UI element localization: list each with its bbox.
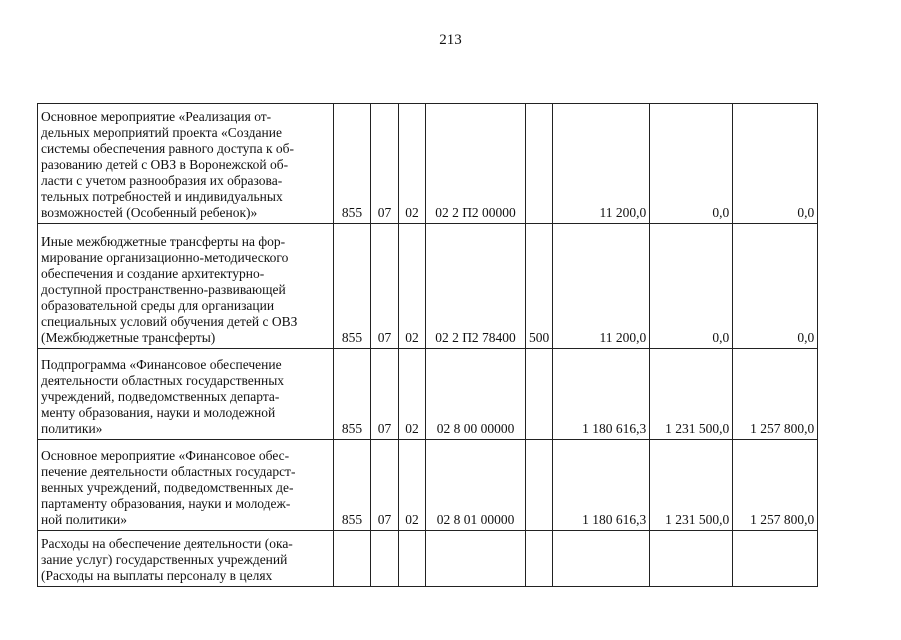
- section-code: 07: [371, 349, 399, 440]
- budget-table: [37, 103, 818, 587]
- sum-year-2: 1 231 500,0: [650, 440, 733, 531]
- expense-type-code: [526, 349, 553, 440]
- name-line: (Расходы на выплаты персоналу в целях: [41, 568, 273, 583]
- ministry-code: 855: [334, 440, 371, 531]
- ministry-code: 855: [334, 104, 371, 224]
- name-line: возможностей (Особенный ребенок)»: [41, 205, 258, 220]
- sum-year-1: 11 200,0: [553, 224, 650, 349]
- page-number: 213: [439, 32, 462, 48]
- sum-year-2: 1 231 500,0: [650, 349, 733, 440]
- name-line: Подпрограмма «Финансовое обеспечение: [41, 357, 282, 372]
- name-line: венных учреждений, подведомственных де-: [41, 480, 294, 495]
- ministry-code: 855: [334, 224, 371, 349]
- name-line: зание услуг) государственных учреждений: [41, 552, 288, 567]
- sum-year-1: [553, 531, 650, 587]
- table-row: [38, 224, 818, 349]
- table-row: [38, 349, 818, 440]
- name-line: Основное мероприятие «Финансовое обес-: [41, 448, 290, 463]
- name-line: Расходы на обеспечение деятельности (ока-: [41, 536, 293, 551]
- name-line: деятельности областных государственных: [41, 373, 285, 388]
- section-code: 07: [371, 224, 399, 349]
- subsection-code: [399, 531, 426, 587]
- expense-type-code: 500: [526, 224, 553, 349]
- table-row: [38, 104, 818, 224]
- name-line: менту образования, науки и молодежной: [41, 405, 276, 420]
- name-line: дельных мероприятий проекта «Создание: [41, 125, 282, 140]
- expense-type-code: [526, 104, 553, 224]
- subsection-code: 02: [399, 349, 426, 440]
- subsection-code: 02: [399, 224, 426, 349]
- name-line: доступной пространственно-развивающей: [41, 282, 286, 297]
- target-code: 02 2 П2 00000: [426, 104, 526, 224]
- section-code: 07: [371, 104, 399, 224]
- target-code: 02 8 00 00000: [426, 349, 526, 440]
- target-code: [426, 531, 526, 587]
- target-code: 02 2 П2 78400: [426, 224, 526, 349]
- ministry-code: [334, 531, 371, 587]
- sum-year-3: 0,0: [733, 104, 818, 224]
- sum-year-2: 0,0: [650, 224, 733, 349]
- row-name-cell: [38, 224, 334, 349]
- table-row: [38, 440, 818, 531]
- subsection-code: 02: [399, 440, 426, 531]
- sum-year-3: 1 257 800,0: [733, 440, 818, 531]
- expense-type-code: [526, 531, 553, 587]
- sum-year-2: [650, 531, 733, 587]
- name-line: тельных потребностей и индивидуальных: [41, 189, 283, 204]
- name-line: ласти с учетом разнообразия их образова-: [41, 173, 283, 188]
- name-line: политики»: [41, 421, 103, 436]
- section-code: [371, 531, 399, 587]
- name-line: ной политики»: [41, 512, 127, 527]
- name-line: специальных условий обучения детей с ОВЗ: [41, 314, 298, 329]
- sum-year-3: [733, 531, 818, 587]
- sum-year-1: 11 200,0: [553, 104, 650, 224]
- section-code: 07: [371, 440, 399, 531]
- sum-year-3: 0,0: [733, 224, 818, 349]
- row-name-cell: [38, 104, 334, 224]
- row-name-cell: [38, 440, 334, 531]
- target-code: 02 8 01 00000: [426, 440, 526, 531]
- name-line: системы обеспечения равного доступа к об-: [41, 141, 295, 156]
- sum-year-3: 1 257 800,0: [733, 349, 818, 440]
- name-line: обеспечения и создание архитектурно-: [41, 266, 265, 281]
- sum-year-1: 1 180 616,3: [553, 349, 650, 440]
- expense-type-code: [526, 440, 553, 531]
- name-line: (Межбюджетные трансферты): [41, 330, 216, 345]
- subsection-code: 02: [399, 104, 426, 224]
- name-line: учреждений, подведомственных департа-: [41, 389, 280, 404]
- name-line: разованию детей с ОВЗ в Воронежской об-: [41, 157, 289, 172]
- sum-year-2: 0,0: [650, 104, 733, 224]
- name-line: партаменту образования, науки и молодеж-: [41, 496, 291, 511]
- name-line: Иные межбюджетные трансферты на фор-: [41, 234, 286, 249]
- name-line: мирование организационно-методического: [41, 250, 289, 265]
- name-line: образовательной среды для организации: [41, 298, 275, 313]
- ministry-code: 855: [334, 349, 371, 440]
- sum-year-1: 1 180 616,3: [553, 440, 650, 531]
- row-name-cell: [38, 531, 334, 587]
- name-line: Основное мероприятие «Реализация от-: [41, 109, 272, 124]
- name-line: печение деятельности областных государст-: [41, 464, 296, 479]
- row-name-cell: [38, 349, 334, 440]
- table-row: [38, 531, 818, 587]
